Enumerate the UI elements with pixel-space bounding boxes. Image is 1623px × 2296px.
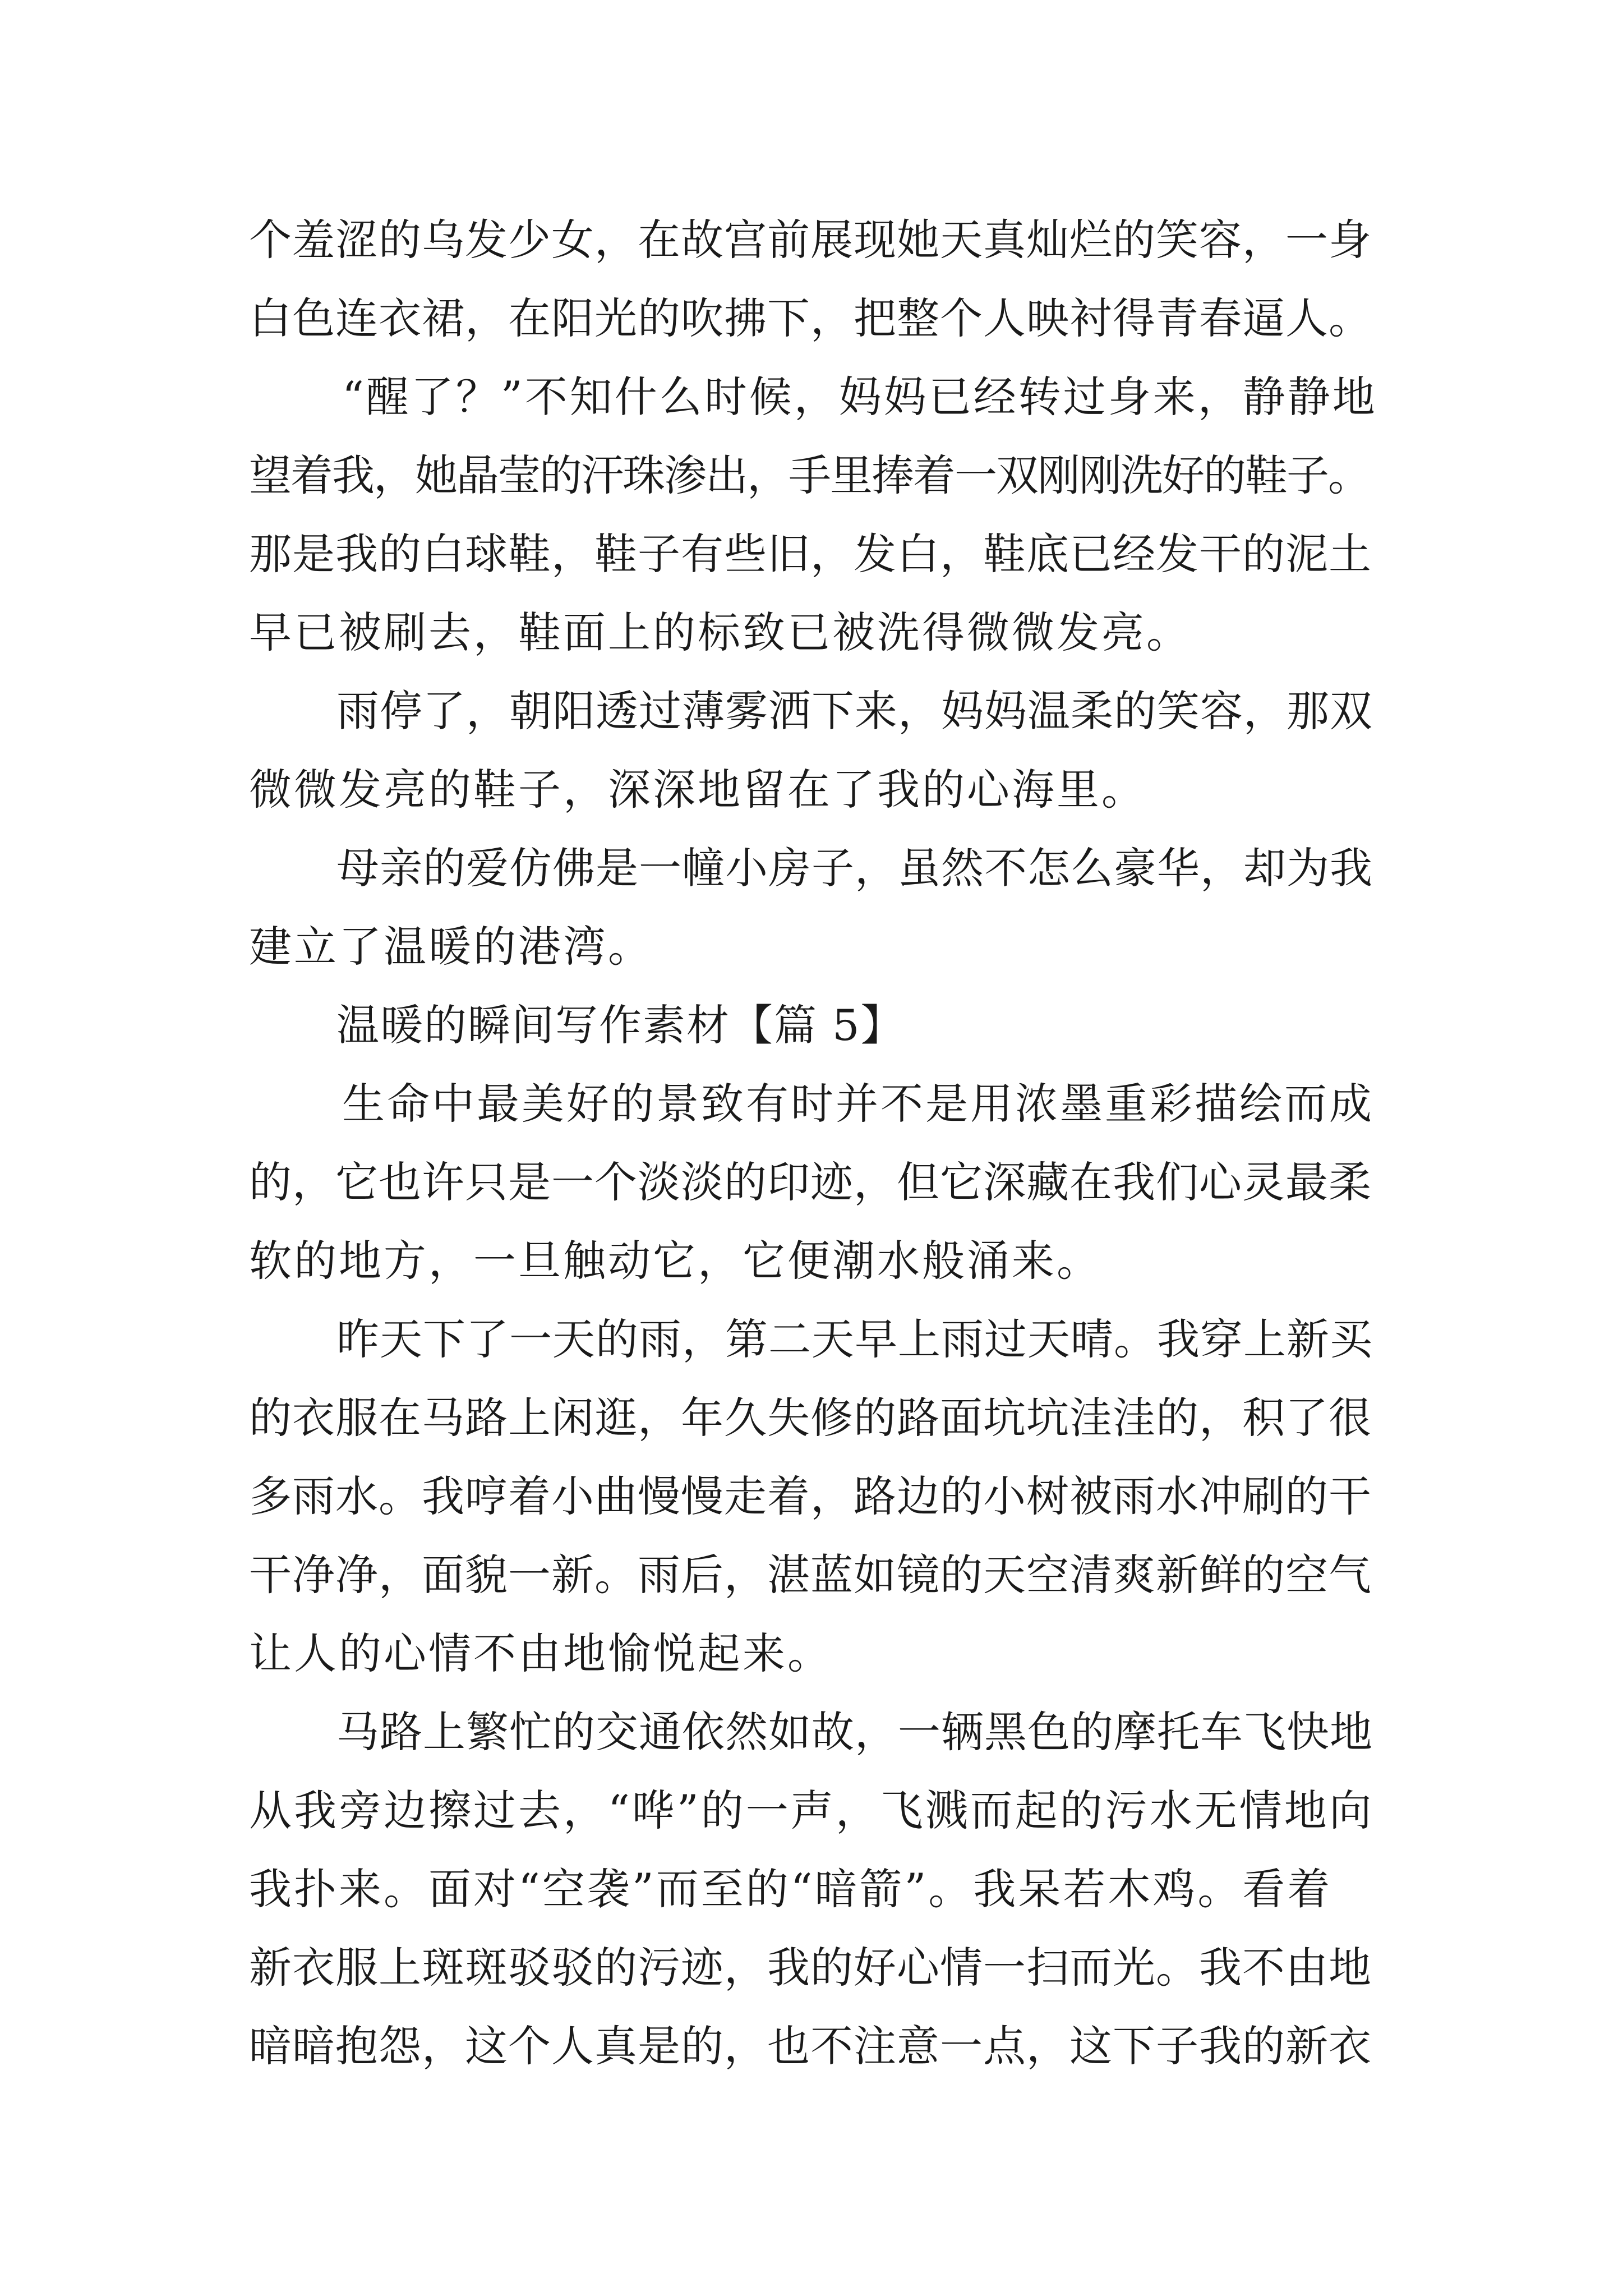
- text-line: 建立了温暖的港湾。: [249, 922, 653, 972]
- text-line: 让人的心情不由地愉悦起来。: [249, 1628, 832, 1678]
- text-line: 早已被刷去，鞋面上的标致已被洗得微微发亮。: [249, 608, 1191, 657]
- section-heading: 温暖的瞬间写作素材【篇 5】: [336, 1000, 905, 1050]
- text-line: 生命中最美好的景致有时并不是用浓墨重彩描绘而成: [342, 1079, 1374, 1129]
- text-line: 软的地方，一旦触动它，它便潮水般涌来。: [249, 1236, 1101, 1286]
- text-line: 新衣服上斑斑驳驳的污迹，我的好心情一扫而光。我不由地: [249, 1943, 1372, 1993]
- text-line: 我扑来。面对“空袭”而至的“暗箭”。我呆若木鸡。看着: [249, 1864, 1332, 1914]
- text-line: 微微发亮的鞋子，深深地留在了我的心海里。: [249, 765, 1146, 815]
- text-line: 从我旁边擦过去，“哗”的一声，飞溅而起的污水无情地向: [249, 1786, 1374, 1835]
- text-line: 母亲的爱仿佛是一幢小房子，虽然不怎么豪华，却为我: [336, 843, 1373, 893]
- text-line: 多雨水。我哼着小曲慢慢走着，路边的小树被雨水冲刷的干: [249, 1471, 1372, 1521]
- text-line: 望着我，她晶莹的汗珠渗出，手里捧着一双刚刚洗好的鞋子。: [249, 450, 1370, 500]
- text-line: 暗暗抱怨，这个人真是的，也不注意一点，这下子我的新衣: [249, 2021, 1372, 2071]
- text-line: 的衣服在马路上闲逛，年久失修的路面坑坑洼洼的，积了很: [249, 1393, 1372, 1443]
- text-line: 雨停了，朝阳透过薄雾洒下来，妈妈温柔的笑容，那双: [336, 686, 1373, 736]
- text-line: 个羞涩的乌发少女，在故宫前展现她天真灿烂的笑容，一身: [249, 215, 1372, 265]
- text-line: 白色连衣裙，在阳光的吹拂下，把整个人映衬得青春逼人。: [249, 293, 1372, 343]
- text-line: “醒了？”不知什么时候，妈妈已经转过身来，静静地: [342, 372, 1377, 422]
- text-line: 那是我的白球鞋，鞋子有些旧，发白，鞋底已经发干的泥土: [249, 529, 1372, 579]
- text-line: 的，它也许只是一个淡淡的印迹，但它深藏在我们心灵最柔: [249, 1157, 1372, 1207]
- text-line: 昨天下了一天的雨，第二天早上雨过天晴。我穿上新买: [336, 1314, 1373, 1364]
- text-line: 干净净，面貌一新。雨后，湛蓝如镜的天空清爽新鲜的空气: [249, 1550, 1372, 1600]
- text-line: 马路上繁忙的交通依然如故，一辆黑色的摩托车飞快地: [336, 1707, 1373, 1757]
